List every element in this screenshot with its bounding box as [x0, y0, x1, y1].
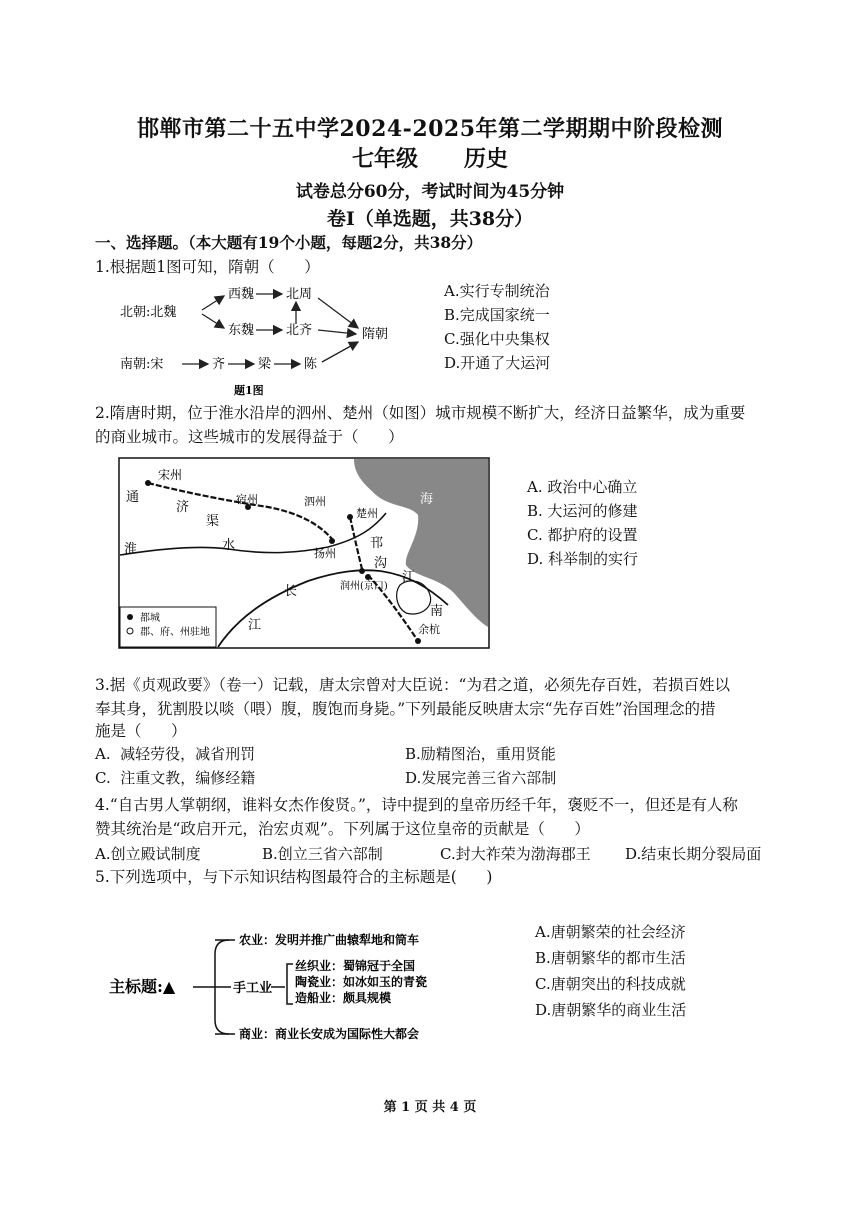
diagram-silk: 丝织业：蜀锦冠于全国: [295, 959, 416, 973]
q3-stem-1: 3.据《贞观政要》（卷一）记载，唐太宗曾对大臣说：“为君之道，必须先存百姓，若损百姓以: [95, 676, 730, 694]
q3-stem-3: 施是（ ）: [95, 722, 187, 740]
fig-qi: 齐: [212, 357, 226, 372]
q2-option-d: D. 科举制的实行: [527, 550, 639, 568]
grade-subject: 七年级 历史: [352, 146, 508, 172]
map-chang: 长: [284, 584, 298, 599]
diagram-porcelain: 陶瓷业：如冰如玉的青瓷: [295, 975, 428, 989]
exam-title: 邯郸市第二十五中学2024-2025年第二学期期中阶段检测: [136, 116, 724, 142]
map-suzhou: 宿州: [236, 493, 258, 506]
q3-option-c: C. 注重文教，编修经籍: [95, 769, 256, 787]
q5-stem: 5.下列选项中，与下示知识结构图最符合的主标题是( ): [95, 868, 493, 886]
q3-option-d: D.发展完善三省六部制: [405, 769, 557, 787]
fig-liang: 梁: [258, 357, 272, 372]
map-legend-prefecture: 郡、府、州驻地: [140, 627, 210, 638]
fig-sui: 隋朝: [362, 327, 389, 342]
q3-option-b: B.励精图治，重用贤能: [405, 745, 556, 763]
diagram-main-title: 主标题:▲: [109, 977, 176, 996]
map-hai: 海: [420, 492, 434, 507]
q1-stem: 1.根据题1图可知，隋朝（ ）: [95, 258, 320, 276]
q1-figure: [118, 282, 398, 400]
diagram-agriculture: 农业：发明并推广曲辕犁地和筒车: [239, 933, 420, 947]
fig-n-zhou: 北周: [286, 287, 313, 302]
q4-stem-2: 赞其统治是“政启开元，治宏贞观”。下列属于这位皇帝的贡献是（ ）: [95, 820, 590, 838]
fig-n-qi: 北齐: [286, 323, 313, 338]
fig-e-wei: 东魏: [228, 323, 255, 338]
q2-stem-1: 2.隋唐时期，位于淮水沿岸的泗州、楚州（如图）城市规模不断扩大，经济日益繁华，成为重要: [95, 404, 746, 422]
fig-north: 北朝:北魏: [120, 305, 177, 320]
map-ji: 济: [176, 500, 190, 515]
q5-diagram: [105, 920, 485, 1060]
q4-option-a: A.创立殿试制度: [95, 845, 201, 863]
map-shan: 邗: [370, 536, 384, 551]
map-chuzhou: 楚州: [356, 507, 378, 520]
q4-option-c: C.封大祚荣为渤海郡王: [440, 845, 591, 863]
fig-w-wei: 西魏: [228, 287, 255, 302]
map-qu: 渠: [206, 514, 220, 529]
q3-stem-2: 奉其身，犹割股以啖（喂）腹，腹饱而身毙。”下列最能反映唐太宗“先存百姓”治国理念的措: [95, 700, 716, 718]
map-sizhou: 泗州: [304, 495, 326, 508]
page-footer: 第 1 页 共 4 页: [383, 1100, 477, 1115]
map-nan: 南: [430, 604, 444, 619]
map-jiang2: 江: [402, 570, 416, 585]
diagram-commerce: 商业：商业长安成为国际性大都会: [239, 1027, 420, 1041]
q5-option-b: B.唐朝繁华的都市生活: [535, 949, 686, 967]
section-title: 卷Ⅰ（单选题，共38分）: [326, 208, 534, 230]
q2-option-c: C. 都护府的设置: [527, 526, 638, 544]
q4-option-d: D.结束长期分裂局面: [625, 845, 762, 863]
fig-south: 南朝:宋: [120, 357, 164, 372]
q1-option-c: C.强化中央集权: [444, 330, 550, 348]
map-songzhou: 宋州: [158, 468, 183, 482]
q4-option-b: B.创立三省六部制: [262, 845, 383, 863]
map-shui: 水: [222, 538, 236, 553]
map-huai: 淮: [124, 542, 138, 557]
fig-caption: 题1图: [234, 384, 264, 397]
part-heading: 一、选择题。（本大题有19个小题，每题2分，共38分）: [95, 233, 483, 252]
map-yuhang: 余杭: [418, 623, 440, 636]
diagram-shipbuilding: 造船业：颇具规模: [295, 991, 392, 1005]
q2-option-a: A. 政治中心确立: [527, 478, 638, 496]
diagram-handicraft: 手工业: [233, 981, 273, 996]
q5-option-c: C.唐朝突出的科技成就: [535, 975, 686, 993]
map-tong: 通: [126, 490, 140, 505]
fig-chen: 陈: [304, 357, 318, 372]
map-yangzhou: 扬州: [314, 547, 336, 560]
q1-option-a: A.实行专制统治: [444, 282, 550, 300]
q2-option-b: B. 大运河的修建: [527, 502, 638, 520]
map-runzhou: 润州(京口): [340, 581, 388, 592]
q1-option-b: B.完成国家统一: [444, 306, 550, 324]
q2-stem-2: 的商业城市。这些城市的发展得益于（ ）: [95, 428, 404, 446]
map-jiang: 江: [248, 618, 262, 633]
q5-option-a: A.唐朝繁荣的社会经济: [535, 923, 686, 941]
q1-option-d: D.开通了大运河: [444, 354, 551, 372]
q4-stem-1: 4.“自古男人掌朝纲，谁料女杰作俊贤。”，诗中提到的皇帝历经千年，褒贬不一，但还是有人称: [95, 796, 738, 814]
exam-info: 试卷总分60分，考试时间为45分钟: [295, 182, 565, 202]
map-gou: 沟: [374, 556, 388, 571]
q2-map: [118, 457, 490, 649]
q3-option-a: A. 减轻劳役，减省刑罚: [95, 745, 256, 763]
q5-option-d: D.唐朝繁华的商业生活: [535, 1001, 687, 1019]
map-legend-capital: 都城: [140, 613, 160, 624]
